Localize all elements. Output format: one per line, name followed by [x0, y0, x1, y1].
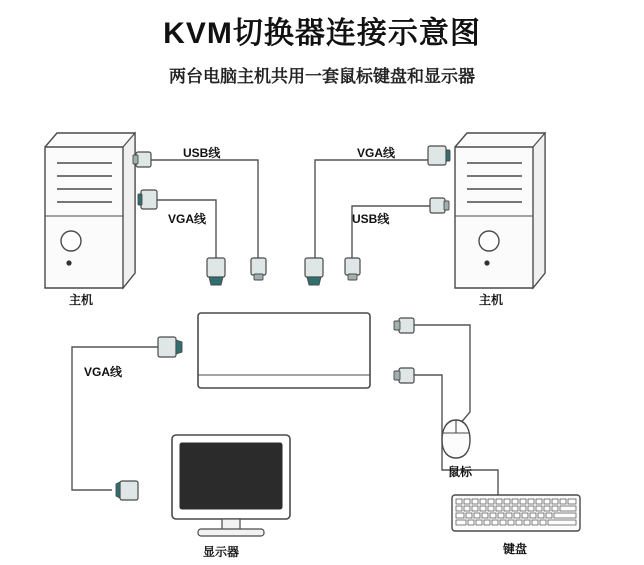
vga-connector-left-kvm [207, 258, 225, 285]
label-monitor: 显示器 [203, 545, 240, 559]
vga-connector-left-pc [138, 190, 157, 209]
label-mouse: 鼠标 [448, 465, 473, 479]
vga-connector-right-kvm [305, 258, 323, 285]
usb-connector-left-kvm [251, 258, 266, 280]
vga-connector-right-pc [428, 146, 450, 165]
cable-vga-monitor [72, 337, 182, 500]
pc-left-tower [45, 133, 135, 288]
label-vga-top-left: VGA线 [168, 212, 207, 226]
usb-connector-right-pc [430, 198, 449, 213]
cable-vga-left [138, 190, 225, 285]
usb-connector-right-kvm [345, 258, 360, 280]
keyboard-device [452, 495, 580, 531]
usb-connector-left-pc [133, 152, 151, 167]
label-pc-right: 主机 [479, 293, 504, 307]
kvm-switch-box [198, 313, 370, 388]
label-usb-top-right: USB线 [352, 212, 390, 226]
page-title: KVM切换器连接示意图 [163, 17, 481, 50]
label-usb-top-left: USB线 [183, 146, 221, 160]
monitor-device [172, 435, 290, 536]
usb-connector-keyboard [394, 368, 414, 383]
label-pc-left: 主机 [69, 293, 94, 307]
label-vga-monitor: VGA线 [84, 365, 123, 379]
mouse-device [442, 420, 470, 458]
usb-connector-mouse [394, 318, 414, 333]
page-subtitle: 两台电脑主机共用一套鼠标键盘和显示器 [169, 67, 475, 86]
label-vga-top-right: VGA线 [357, 146, 396, 160]
vga-connector-kvm-out [158, 337, 182, 357]
vga-connector-monitor-in [116, 481, 138, 500]
label-keyboard: 键盘 [503, 542, 528, 556]
pc-right-tower [455, 133, 545, 288]
